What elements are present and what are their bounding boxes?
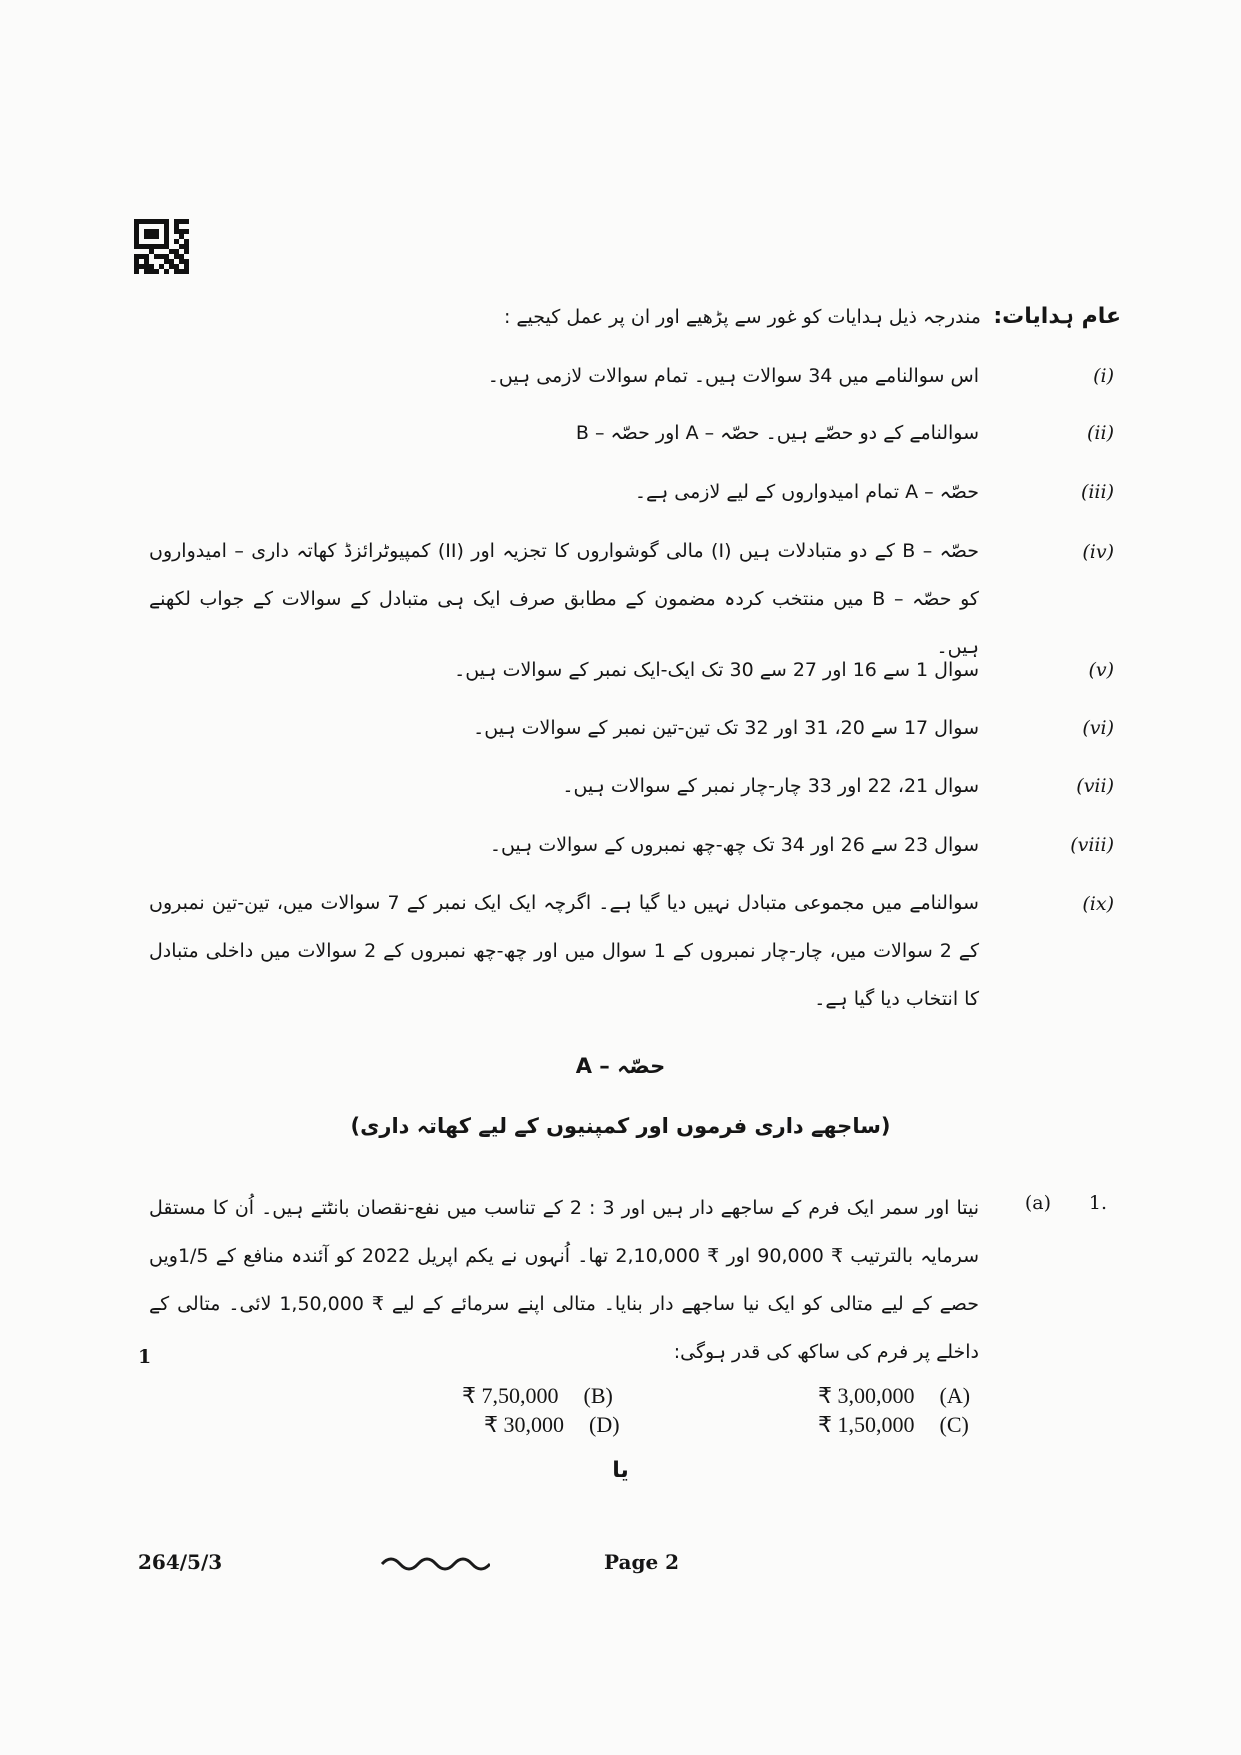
question-number: 1. bbox=[1088, 1192, 1107, 1214]
instruction-number: (viii) bbox=[1070, 834, 1114, 856]
option-c bbox=[818, 1412, 969, 1438]
general-instructions-heading: عام ہدایات: bbox=[993, 304, 1121, 329]
paper-code: 264/5/3 bbox=[138, 1550, 223, 1574]
option-value: ₹ 1,50,000 bbox=[818, 1412, 915, 1437]
instruction-text: سوال 21، 22 اور 33 چار-چار نمبر کے سوالات ہیں۔ bbox=[562, 775, 979, 797]
instruction-text: اس سوالنامے میں 34 سوالات ہیں۔ تمام سوالات لازمی ہیں۔ bbox=[487, 365, 979, 387]
option-a bbox=[818, 1383, 970, 1409]
option-value: ₹ 30,000 bbox=[484, 1412, 564, 1437]
instruction-text: سوال 1 سے 16 اور 27 سے 30 تک ایک-ایک نمبر کے سوالات ہیں۔ bbox=[454, 659, 979, 681]
option-value: ₹ 7,50,000 bbox=[462, 1383, 559, 1408]
instructions-intro: مندرجہ ذیل ہدایات کو غور سے پڑھیے اور ان پر عمل کیجیے : bbox=[503, 306, 981, 328]
page-number: Page 2 bbox=[604, 1550, 680, 1574]
option-value: ₹ 3,00,000 bbox=[818, 1383, 915, 1408]
instruction-number: (iv) bbox=[1082, 541, 1114, 563]
option-b bbox=[462, 1383, 613, 1409]
instruction-text: حصّہ – A تمام امیدواروں کے لیے لازمی ہے۔ bbox=[634, 481, 979, 503]
instruction-number: (iii) bbox=[1080, 481, 1114, 503]
instruction-number: (ix) bbox=[1082, 893, 1114, 915]
question-text: نیتا اور سمر ایک فرم کے ساجھے دار ہیں اور 3 : 2 کے تناسب میں نفع-نقصان بانٹتے ہیں۔ اُن کا مستقل سرمایہ بالترتیب ₹ 90,000 اور ₹ 2,10,000 تھا۔ اُنہوں نے یکم اپریل 2022 کو آئندہ منافع کے 1/5ویں حصے کے لیے متالی کو ایک نیا ساجھے دار بنایا۔ متالی اپنے سرمائے کے لیے ₹ 1,50,000 لائی۔ متالی کے داخلے پر فرم کی ساکھ کی قدر ہوگی: bbox=[149, 1197, 980, 1363]
section-subtitle: (ساجھے داری فرموں اور کمپنیوں کے لیے کھاتہ داری) bbox=[350, 1114, 891, 1138]
instruction-number: (v) bbox=[1088, 659, 1114, 681]
option-label: (D) bbox=[589, 1412, 620, 1437]
instruction-text: حصّہ – B کے دو متبادلات ہیں (I) مالی گوشواروں کا تجزیہ اور (II) کمپیوٹرائزڈ کھاتہ داری – امیدواروں کو حصّہ – B میں منتخب کردہ مضمون کے مطابق صرف ایک ہی متبادل کے سوالات کے جواب لکھنے ہیں۔ bbox=[149, 540, 979, 658]
instruction-number: (ii) bbox=[1087, 422, 1114, 444]
option-label: (B) bbox=[583, 1383, 613, 1408]
instruction-number: (i) bbox=[1093, 365, 1114, 387]
section-title: حصّہ – A bbox=[575, 1054, 666, 1078]
instruction-number: (vii) bbox=[1076, 775, 1114, 797]
question-part: (a) bbox=[1024, 1192, 1051, 1214]
instruction-text: سوالنامے کے دو حصّے ہیں۔ حصّہ – A اور حصّہ – B bbox=[575, 422, 979, 444]
wave-divider-icon bbox=[380, 1553, 490, 1575]
option-label: (A) bbox=[939, 1383, 971, 1408]
instruction-text: سوالنامے میں مجموعی متبادل نہیں دیا گیا ہے۔ اگرچہ ایک ایک نمبر کے 7 سوالات میں، تین-تین نمبروں کے 2 سوالات میں، چار-چار نمبروں کے 1 سوال میں اور چھ-چھ نمبروں کے 2 سوالات میں داخلی متبادل کا انتخاب دیا گیا ہے۔ bbox=[149, 892, 979, 1010]
or-separator: یا bbox=[612, 1458, 629, 1483]
instruction-text: سوال 23 سے 26 اور 34 تک چھ-چھ نمبروں کے سوالات ہیں۔ bbox=[489, 834, 979, 856]
question-marks: 1 bbox=[138, 1346, 152, 1368]
option-label: (C) bbox=[939, 1412, 969, 1437]
option-d bbox=[484, 1412, 620, 1438]
qr-code bbox=[134, 219, 189, 274]
instruction-text: سوال 17 سے 20، 31 اور 32 تک تین-تین نمبر کے سوالات ہیں۔ bbox=[473, 717, 979, 739]
instruction-number: (vi) bbox=[1082, 717, 1114, 739]
